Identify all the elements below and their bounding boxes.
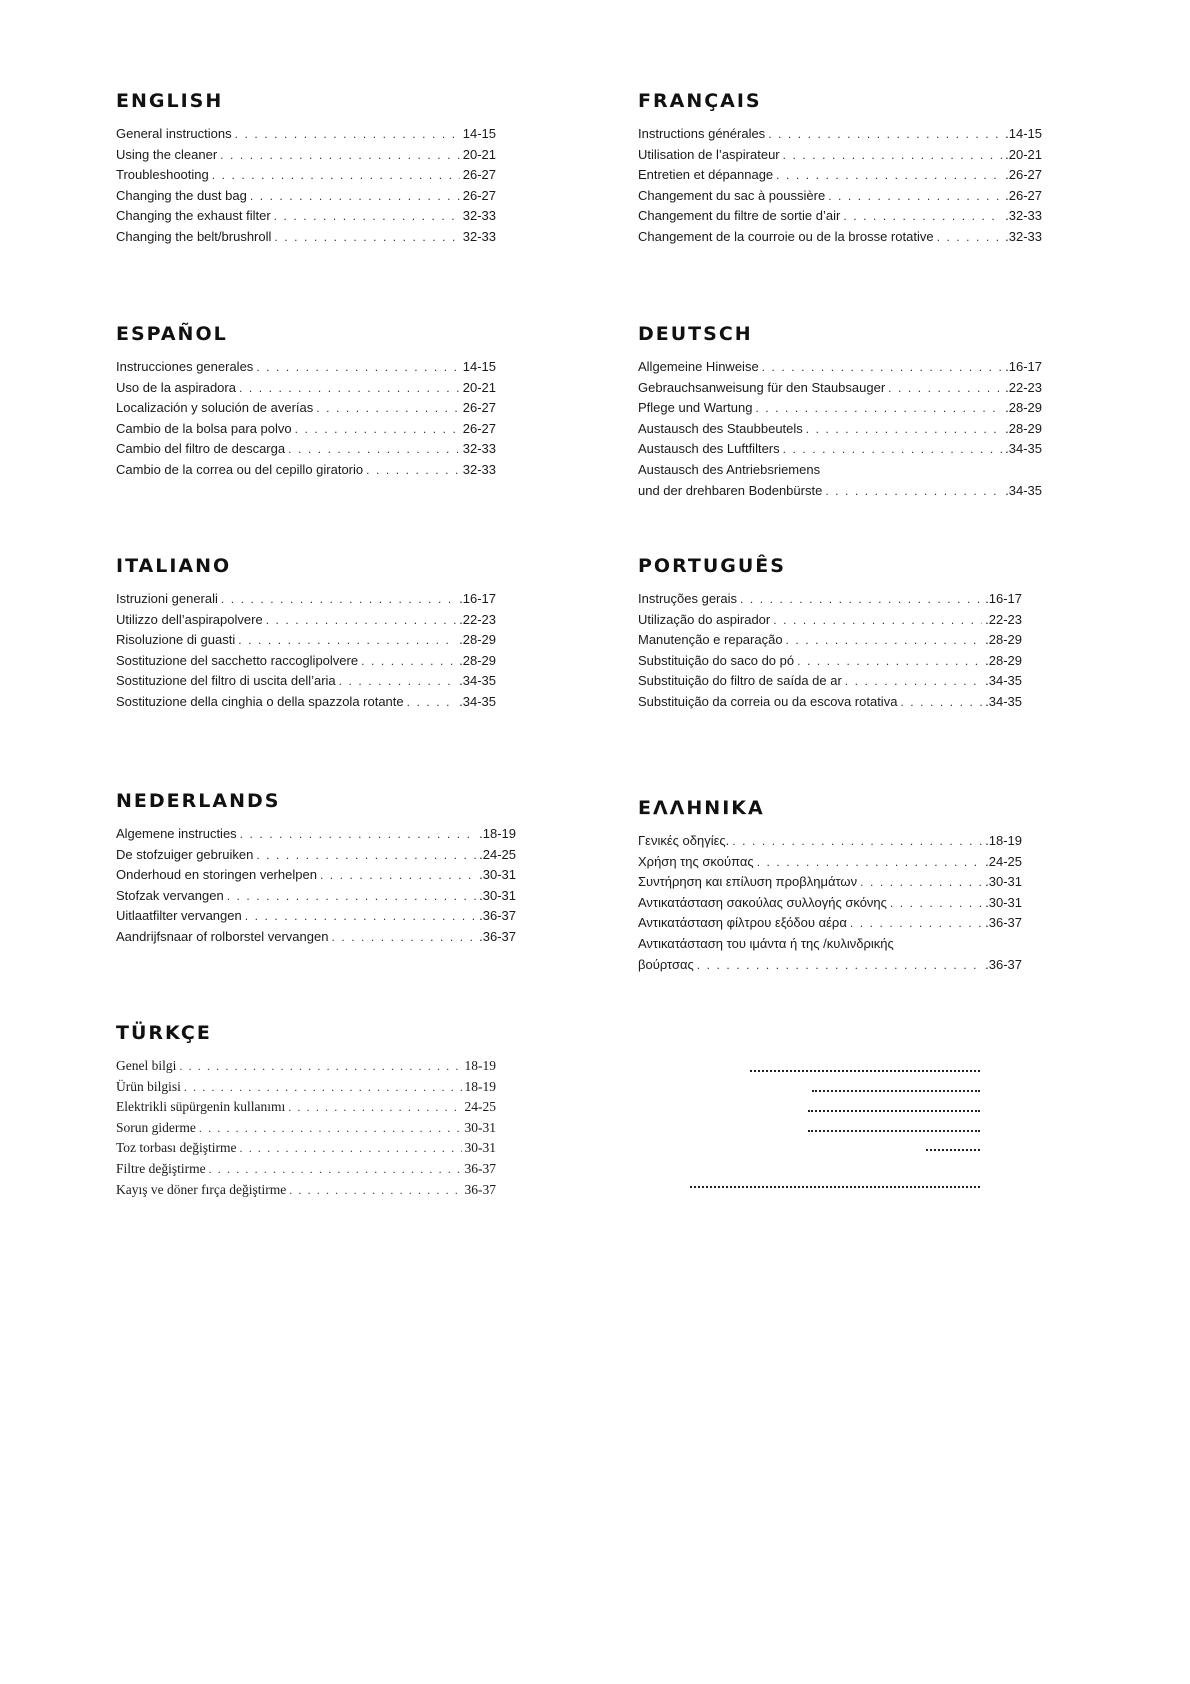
entry-pages: 24-25: [464, 1099, 496, 1115]
entry-pages: .14-15: [1005, 126, 1042, 141]
entry-pages: .16-17: [985, 591, 1022, 606]
toc-list: [116, 124, 496, 248]
toc-entry: [116, 630, 496, 651]
dotted-leader-line: [808, 1110, 980, 1112]
toc-entry: [116, 906, 516, 927]
entry-label: Instruções gerais: [638, 591, 737, 606]
entry-pages: .30-31: [479, 887, 516, 903]
toc-entry: [638, 610, 1022, 631]
entry-label: Troubleshooting: [116, 167, 209, 183]
entry-label: Entretien et dépannage: [638, 167, 774, 183]
toc-entry: [116, 1138, 496, 1159]
entry-pages: 14-15: [462, 359, 496, 374]
dotted-leader-line: [750, 1070, 980, 1072]
entry-label: Istruzioni generali: [116, 591, 218, 606]
section-title: NEDERLANDS: [116, 790, 281, 812]
entry-label: Utilização do aspirador: [638, 611, 771, 627]
entry-label: Allgemeine Hinweise: [638, 359, 759, 374]
entry-pages: .20-21: [1005, 146, 1042, 162]
toc-list: [638, 124, 1042, 248]
section-title: FRANÇAIS: [638, 90, 762, 112]
toc-entry: [638, 692, 1022, 713]
toc-entry: [638, 460, 1042, 481]
section-title: ΕΛΛΗΝΙΚΑ: [638, 797, 765, 819]
entry-pages: .22-23: [985, 611, 1022, 627]
entry-pages: .22-23: [1005, 379, 1042, 395]
toc-entry: [638, 165, 1042, 186]
entry-pages: 32-33: [462, 208, 496, 224]
entry-label: Changing the exhaust filter: [116, 208, 271, 224]
toc-section-deutsch: [638, 323, 1042, 501]
dotted-leader-line: [812, 1090, 980, 1092]
entry-pages: .34-35: [1005, 482, 1042, 498]
entry-label: Sorun giderme: [116, 1119, 196, 1135]
toc-entry: [638, 671, 1022, 692]
entry-pages: .24-25: [479, 846, 516, 862]
entry-pages: .36-37: [985, 956, 1022, 972]
entry-label: Cambio de la bolsa para polvo: [116, 420, 292, 436]
entry-label: Cambio de la correa ou del cepillo giratorio: [116, 461, 364, 477]
entry-label: Changement du sac à poussière: [638, 187, 826, 203]
entry-pages: .34-35: [1005, 441, 1042, 457]
entry-label: Stofzak vervangen: [116, 887, 224, 903]
toc-entry: [638, 124, 1042, 145]
toc-entry: [116, 610, 496, 631]
toc-entry: [638, 227, 1042, 248]
toc-list: [116, 357, 496, 481]
toc-entry: [638, 934, 1022, 955]
entry-pages: .32-33: [1005, 228, 1042, 244]
entry-pages: 36-37: [464, 1160, 496, 1176]
toc-entry: [116, 398, 496, 419]
toc-entry: [638, 955, 1022, 976]
toc-entry: [638, 186, 1042, 207]
entry-label: Onderhoud en storingen verhelpen: [116, 867, 317, 883]
section-title: ENGLISH: [116, 90, 224, 112]
entry-pages: .36-37: [985, 915, 1022, 931]
toc-entry: [638, 589, 1022, 610]
toc-list: [116, 824, 516, 948]
toc-entry: [116, 145, 496, 166]
dotted-leader-line: [926, 1149, 980, 1151]
toc-entry: [638, 145, 1042, 166]
toc-entry: [116, 1077, 496, 1098]
entry-pages: .34-35: [985, 693, 1022, 709]
entry-pages: 20-21: [462, 379, 496, 395]
entry-label: Localización y solución de averías: [116, 400, 314, 416]
toc-list: [116, 589, 496, 713]
toc-entry: [116, 186, 496, 207]
section-title: ITALIANO: [116, 555, 232, 577]
entry-label: Sostituzione del filtro di uscita dell’aria: [116, 673, 336, 689]
entry-label: Aandrijfsnaar of rolborstel vervangen: [116, 928, 329, 944]
dotted-leader-line: [808, 1130, 980, 1132]
entry-label: Pflege und Wartung: [638, 400, 753, 416]
toc-section-italiano: [116, 555, 496, 713]
toc-section-greek: [638, 797, 1022, 975]
toc-entry: [116, 865, 516, 886]
toc-entry: [116, 124, 496, 145]
entry-label: Utilisation de l’aspirateur: [638, 146, 780, 162]
toc-entry: [116, 1118, 496, 1139]
entry-label: und der drehbaren Bodenbürste: [638, 482, 823, 498]
toc-entry: [116, 927, 516, 948]
toc-entry: [638, 481, 1042, 502]
entry-label: Χρήση της σκούπας: [638, 853, 754, 869]
entry-label: Manutenção e reparação: [638, 632, 783, 648]
toc-section-espanol: [116, 323, 496, 481]
entry-pages: .26-27: [1005, 167, 1042, 183]
entry-pages: 26-27: [462, 187, 496, 203]
toc-entry: [116, 651, 496, 672]
entry-label: Changement du filtre de sortie d’air: [638, 208, 841, 224]
entry-pages: .30-31: [985, 874, 1022, 890]
entry-pages: 26-27: [462, 420, 496, 436]
entry-label: Changing the dust bag: [116, 187, 247, 203]
entry-label: Genel bilgi: [116, 1058, 177, 1073]
toc-entry: [116, 845, 516, 866]
toc-entry: [116, 1097, 496, 1118]
toc-entry: [116, 378, 496, 399]
toc-entry: [638, 419, 1042, 440]
entry-pages: 14-15: [462, 126, 496, 141]
toc-entry: [638, 206, 1042, 227]
section-title: DEUTSCH: [638, 323, 753, 345]
toc-entry: [116, 227, 496, 248]
entry-pages: .28-29: [459, 652, 496, 668]
entry-pages: .18-19: [985, 833, 1022, 848]
toc-section-turkce: [116, 1022, 496, 1200]
toc-list: [638, 357, 1042, 501]
entry-label: Αντικατάσταση σακούλας συλλογής σκόνης: [638, 894, 887, 910]
entry-label: Risoluzione di guasti: [116, 632, 236, 648]
toc-entry: [638, 398, 1042, 419]
entry-pages: 36-37: [464, 1181, 496, 1197]
entry-pages: .34-35: [985, 673, 1022, 689]
entry-label: Sostituzione del sacchetto raccoglipolvere: [116, 652, 359, 668]
entry-label: Uso de la aspiradora: [116, 379, 236, 395]
entry-pages: 18-19: [464, 1058, 496, 1073]
toc-entry: [638, 831, 1022, 852]
entry-label: Gebrauchsanweisung für den Staubsauger: [638, 379, 886, 395]
toc-section-portugues: [638, 555, 1022, 713]
entry-label: Algemene instructies: [116, 826, 237, 841]
entry-label: Γενικές οδηγίες.: [638, 833, 730, 848]
entry-pages: 26-27: [462, 400, 496, 416]
toc-entry: [638, 893, 1022, 914]
toc-section-francais: [638, 90, 1042, 248]
toc-entry: [116, 206, 496, 227]
entry-pages: .28-29: [1005, 400, 1042, 416]
entry-pages: .28-29: [1005, 420, 1042, 436]
entry-pages: 30-31: [464, 1119, 496, 1135]
toc-entry: [116, 1180, 496, 1201]
entry-label: Αντικατάσταση φίλτρου εξόδου αέρα: [638, 915, 847, 931]
toc-entry: [638, 913, 1022, 934]
entry-pages: .34-35: [459, 673, 496, 689]
toc-entry: [116, 357, 496, 378]
section-title: TÜRKÇE: [116, 1022, 212, 1044]
entry-label: Substituição do filtro de saída de ar: [638, 673, 842, 689]
toc-entry: [116, 460, 496, 481]
entry-pages: 20-21: [462, 146, 496, 162]
entry-label: Toz torbası değiştirme: [116, 1140, 237, 1156]
toc-list: [116, 1056, 496, 1200]
entry-label: Sostituzione della cinghia o della spazzola rotante: [116, 693, 404, 709]
toc-entry: [638, 357, 1042, 378]
entry-pages: .18-19: [479, 826, 516, 841]
entry-label: Utilizzo dell’aspirapolvere: [116, 611, 263, 627]
entry-pages: .24-25: [985, 853, 1022, 869]
entry-label: Changement de la courroie ou de la brosse rotative: [638, 228, 934, 244]
entry-label: Changing the belt/brushroll: [116, 228, 272, 244]
toc-entry: [638, 439, 1042, 460]
entry-label: General instructions: [116, 126, 232, 141]
toc-list: [638, 831, 1022, 975]
entry-pages: .16-17: [1005, 359, 1042, 374]
entry-pages: .36-37: [479, 928, 516, 944]
entry-label: Substituição da correia ou da escova rotativa: [638, 693, 898, 709]
entry-label: Substituição do saco do pó: [638, 652, 795, 668]
entry-pages: .22-23: [459, 611, 496, 627]
toc-entry: [638, 651, 1022, 672]
entry-label: Cambio del filtro de descarga: [116, 441, 286, 457]
entry-label: Uitlaatfilter vervangen: [116, 908, 242, 924]
entry-label: Using the cleaner: [116, 146, 218, 162]
entry-pages: .28-29: [985, 632, 1022, 648]
toc-entry: [116, 589, 496, 610]
toc-entry: [116, 439, 496, 460]
toc-entry: [116, 419, 496, 440]
entry-label: De stofzuiger gebruiken: [116, 846, 254, 862]
toc-entry: [638, 872, 1022, 893]
entry-pages: .36-37: [479, 908, 516, 924]
entry-pages: 32-33: [462, 461, 496, 477]
entry-pages: 32-33: [462, 441, 496, 457]
entry-label: Instrucciones generales: [116, 359, 254, 374]
entry-pages: 26-27: [462, 167, 496, 183]
section-title: PORTUGUÊS: [638, 555, 786, 577]
entry-pages: .30-31: [479, 867, 516, 883]
toc-section-nederlands: [116, 790, 516, 948]
entry-pages: .26-27: [1005, 187, 1042, 203]
entry-label: βούρτσας: [638, 956, 694, 972]
entry-pages: 18-19: [464, 1078, 496, 1094]
toc-entry: [638, 852, 1022, 873]
entry-pages: .30-31: [985, 894, 1022, 910]
toc-entry: [116, 1159, 496, 1180]
entry-label: Ürün bilgisi: [116, 1078, 181, 1094]
entry-label: Αντικατάσταση του ιμάντα ή της /κυλινδρικής: [638, 935, 894, 951]
entry-label: Elektrikli süpürgenin kullanımı: [116, 1099, 286, 1115]
entry-pages: .32-33: [1005, 208, 1042, 224]
toc-entry: [116, 1056, 496, 1077]
toc-entry: [116, 886, 516, 907]
toc-entry: [638, 378, 1042, 399]
entry-pages: .16-17: [459, 591, 496, 606]
toc-entry: [116, 671, 496, 692]
entry-pages: .28-29: [459, 632, 496, 648]
toc-section-english: [116, 90, 496, 248]
toc-list: [638, 589, 1022, 713]
entry-pages: .34-35: [459, 693, 496, 709]
entry-label: Kayış ve döner fırça değiştirme: [116, 1181, 287, 1197]
toc-entry: [116, 692, 496, 713]
toc-entry: [116, 165, 496, 186]
entry-label: Συντήρηση και επίλυση προβλημάτων: [638, 874, 858, 890]
toc-entry: [638, 630, 1022, 651]
entry-label: Austausch des Luftfilters: [638, 441, 780, 457]
entry-label: Instructions générales: [638, 126, 766, 141]
entry-label: Filtre değiştirme: [116, 1160, 206, 1176]
section-title: ESPAÑOL: [116, 323, 228, 345]
entry-pages: 32-33: [462, 228, 496, 244]
entry-pages: 30-31: [464, 1140, 496, 1156]
entry-label: Austausch des Antriebsriemens: [638, 461, 821, 477]
entry-label: Austausch des Staubbeutels: [638, 420, 803, 436]
toc-entry: [116, 824, 516, 845]
entry-pages: .28-29: [985, 652, 1022, 668]
dotted-leader-line: [690, 1186, 980, 1188]
